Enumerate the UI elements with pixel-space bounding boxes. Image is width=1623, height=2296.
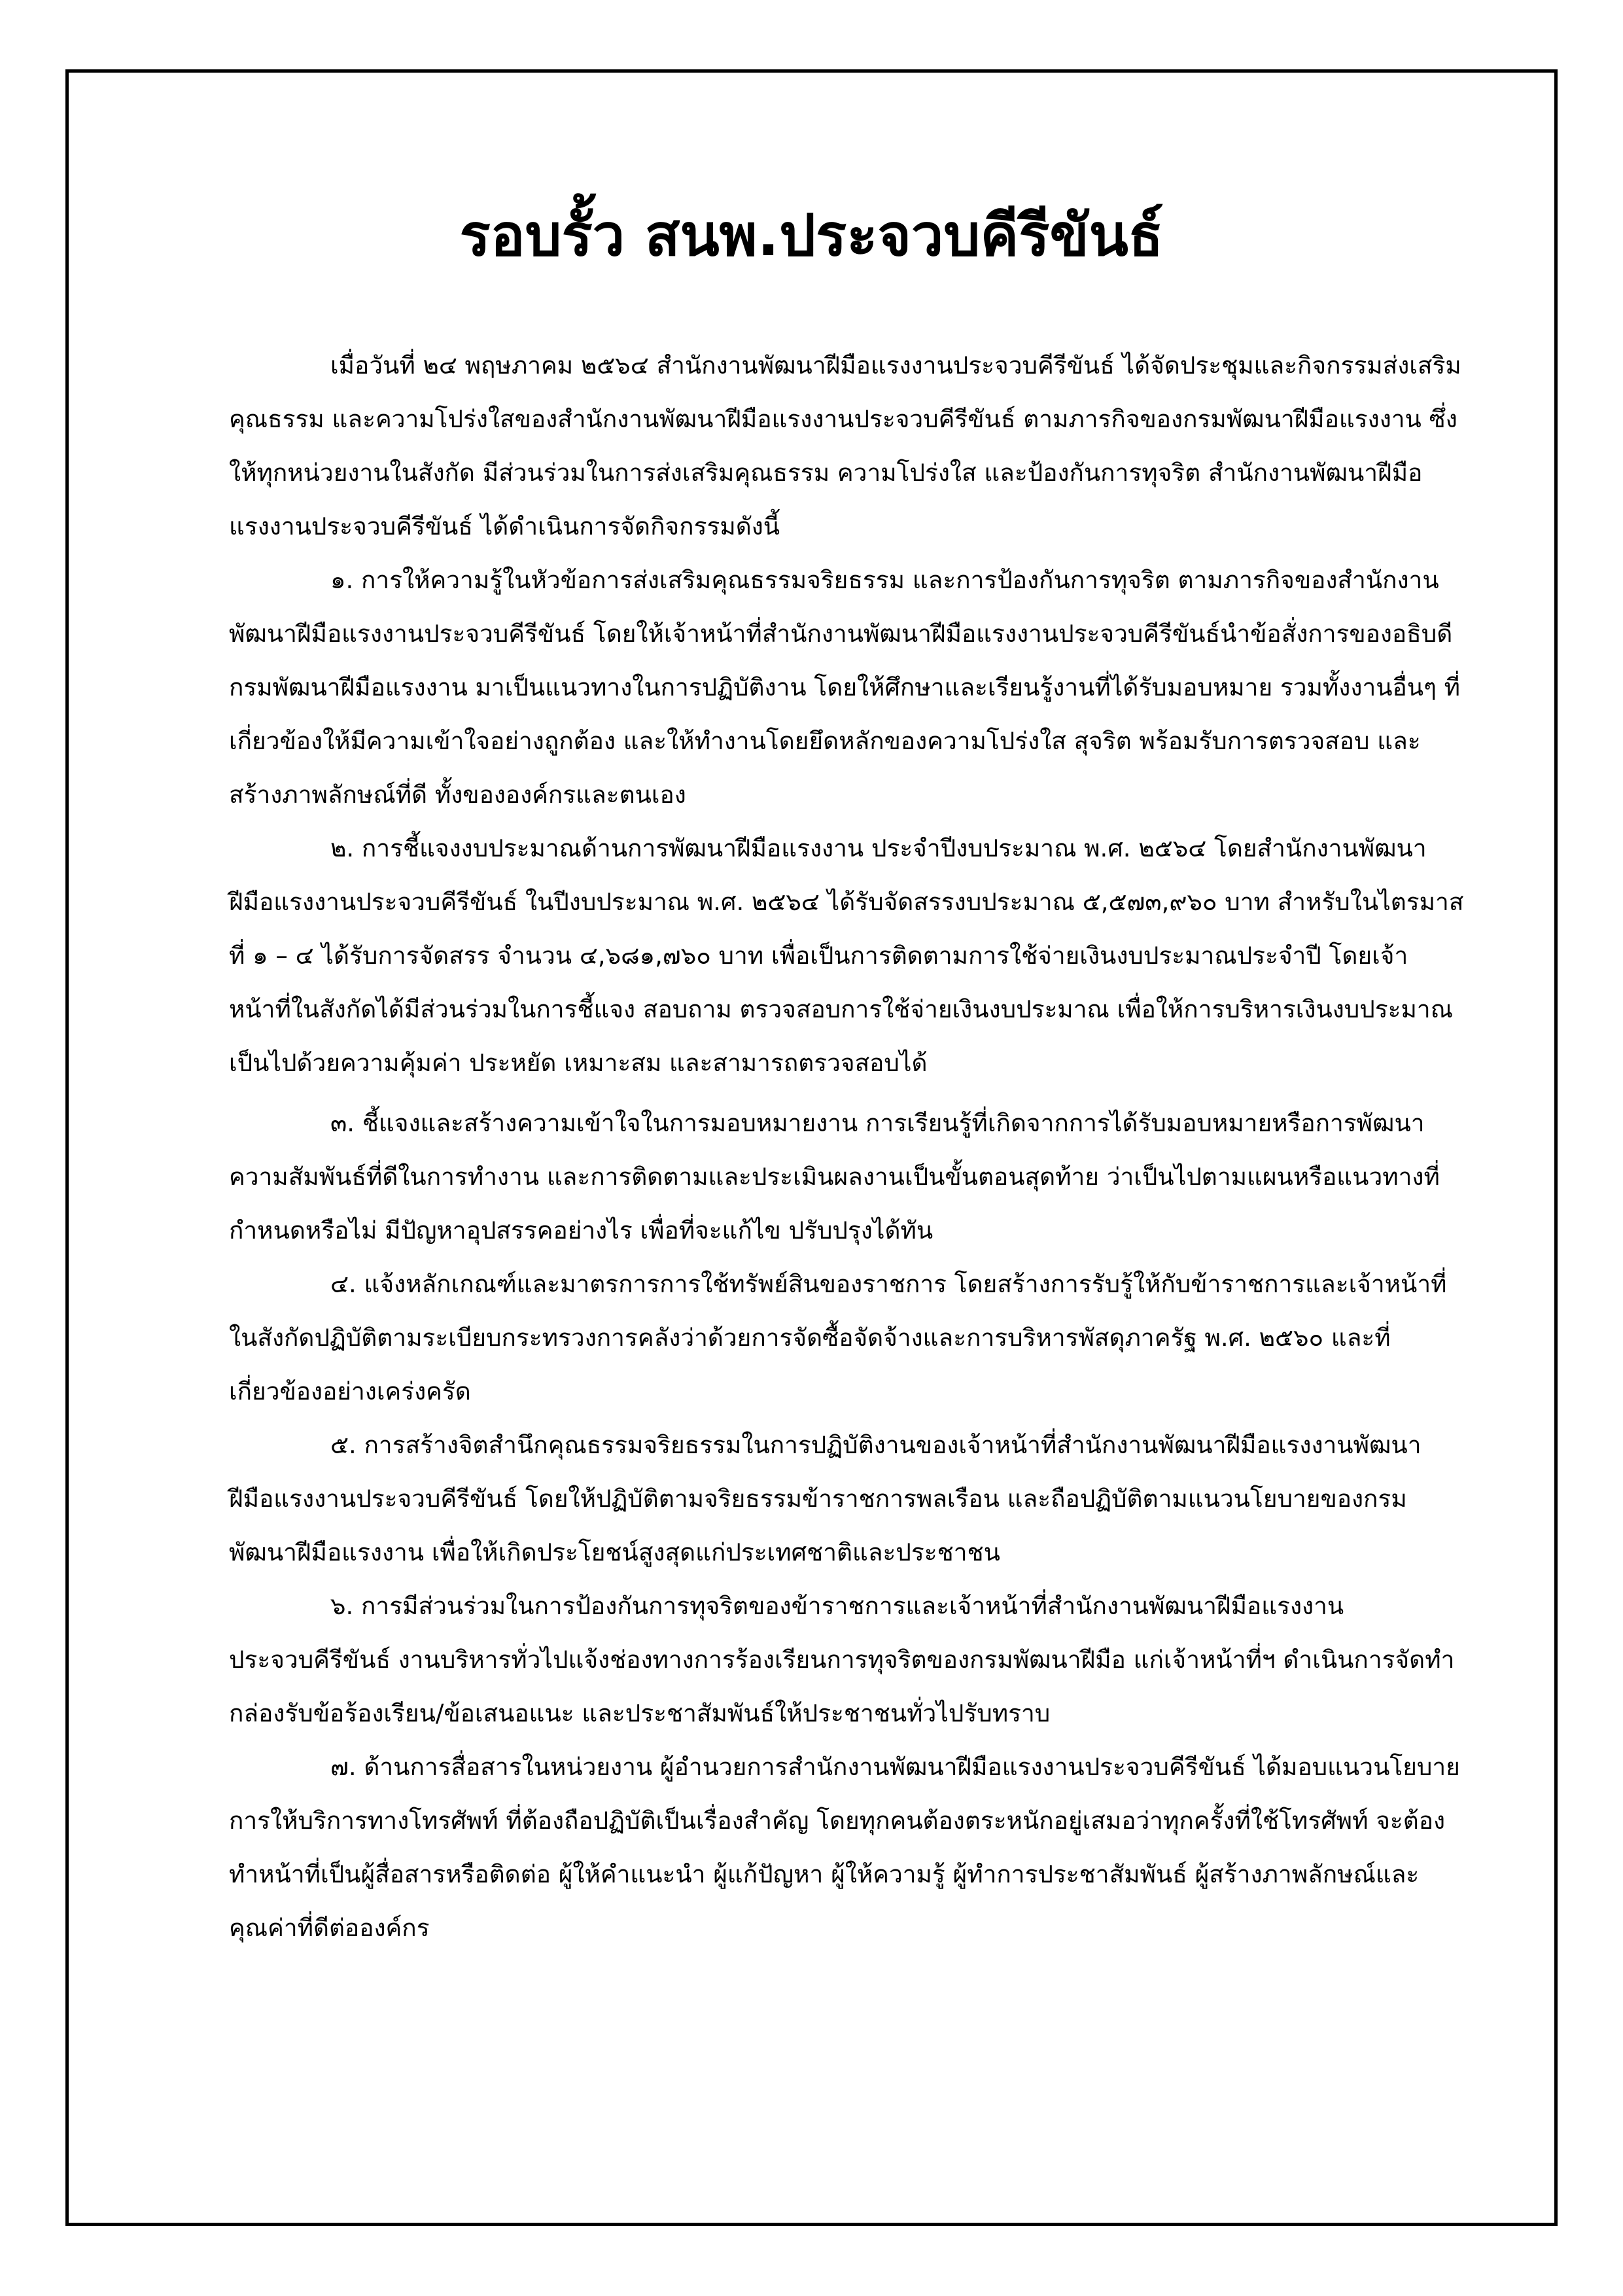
- intro-paragraph: เมื่อวันที่ ๒๔ พฤษภาคม ๒๕๖๔ สำนักงานพัฒนาฝีมือแรงงานประจวบคีรีขันธ์ ได้จัดประชุมและกิจกรรมส่งเสริมคุณธรรม และความโปร่งใสของสำนักงานพัฒนาฝีมือแรงงานประจวบคีรีขันธ์ ตามภารกิจของกรมพัฒนาฝีมือแรงงาน ซึ่งให้ทุกหน่วยงานในสังกัด มีส่วนร่วมในการส่งเสริมคุณธรรม ความโปร่งใส และป้องกันการทุจริต สำนักงานพัฒนาฝีมือแรงงานประจวบคีรีขันธ์ ได้ดำเนินการจัดกิจกรรมดังนี้: [229, 351, 1461, 540]
- document-title: รอบรั้ว สนพ.ประจวบคีรีขันธ์: [459, 202, 1164, 269]
- item-4-paragraph: ๔. แจ้งหลักเกณฑ์และมาตรการการใช้ทรัพย์สินของราชการ โดยสร้างการรับรู้ให้กับข้าราชการและเจ้าหน้าที่ในสังกัดปฏิบัติตามระเบียบกระทรวงการคลังว่าด้วยการจัดซื้อจัดจ้างและการบริหารพัสดุภาครัฐ พ.ศ. ๒๕๖๐ และที่เกี่ยวข้องอย่างเคร่งครัด: [229, 1270, 1447, 1405]
- item-5-paragraph: ๕. การสร้างจิตสำนึกคุณธรรมจริยธรรมในการปฏิบัติงานของเจ้าหน้าที่สำนักงานพัฒนาฝีมือแรงงานพัฒนาฝีมือแรงงานประจวบคีรีขันธ์ โดยให้ปฏิบัติตามจริยธรรมข้าราชการพลเรือน และถือปฏิบัติตามแนวนโยบายของกรมพัฒนาฝีมือแรงงาน เพื่อให้เกิดประโยชน์สูงสุดแก่ประเทศชาติและประชาชน: [229, 1431, 1422, 1566]
- item-3-paragraph: ๓. ชี้แจงและสร้างความเข้าใจในการมอบหมายงาน การเรียนรู้ที่เกิดจากการได้รับมอบหมายหรือการพัฒนาความสัมพันธ์ที่ดีในการทำงาน และการติดตามและประเมินผลงานเป็นขั้นตอนสุดท้าย ว่าเป็นไปตามแผนหรือแนวทางที่กำหนดหรือไม่ มีปัญหาอุปสรรคอย่างไร เพื่อที่จะแก้ไข ปรับปรุงได้ทัน: [229, 1109, 1440, 1245]
- item-7-paragraph: ๗. ด้านการสื่อสารในหน่วยงาน ผู้อำนวยการสำนักงานพัฒนาฝีมือแรงงานประจวบคีรีขันธ์ ได้มอบแนวนโยบายการให้บริการทางโทรศัพท์ ที่ต้องถือปฏิบัติเป็นเรื่องสำคัญ โดยทุกคนต้องตระหนักอยู่เสมอว่าทุกครั้งที่ใช้โทรศัพท์ จะต้องทำหน้าที่เป็นผู้สื่อสารหรือติดต่อ ผู้ให้คำแนะนำ ผู้แก้ปัญหา ผู้ให้ความรู้ ผู้ทำการประชาสัมพันธ์ ผู้สร้างภาพลักษณ์และคุณค่าที่ดีต่อองค์กร: [229, 1753, 1460, 1942]
- spacer: [229, 1090, 1465, 1097]
- item-6-paragraph: ๖. การมีส่วนร่วมในการป้องกันการทุจริตของข้าราชการและเจ้าหน้าที่สำนักงานพัฒนาฝีมือแรงงานประจวบคีรีขันธ์ งานบริหารทั่วไปแจ้งช่องทางการร้องเรียนการทุจริตของกรมพัฒนาฝีมือ แก่เจ้าหน้าที่ฯ ดำเนินการจัดทำกล่องรับข้อร้องเรียน/ข้อเสนอแนะ และประชาสัมพันธ์ให้ประชาชนทั่วไปรับทราบ: [229, 1592, 1455, 1727]
- item-1-paragraph: ๑. การให้ความรู้ในหัวข้อการส่งเสริมคุณธรรมจริยธรรม และการป้องกันการทุจริต ตามภารกิจของสำนักงานพัฒนาฝีมือแรงงานประจวบคีรีขันธ์ โดยให้เจ้าหน้าที่สำนักงานพัฒนาฝีมือแรงงานประจวบคีรีขันธ์นำข้อสั่งการของอธิบดีกรมพัฒนาฝีมือแรงงาน มาเป็นแนวทางในการปฏิบัติงาน โดยให้ศึกษาและเรียนรู้งานที่ได้รับมอบหมาย รวมทั้งงานอื่นๆ ที่เกี่ยวข้องให้มีความเข้าใจอย่างถูกต้อง และให้ทำงานโดยยึดหลักของความโปร่งใส สุจริต พร้อมรับการตรวจสอบ และสร้างภาพลักษณ์ที่ดี ทั้งขององค์กรและตนเอง: [229, 566, 1461, 809]
- item-2-paragraph: ๒. การชี้แจงงบประมาณด้านการพัฒนาฝีมือแรงงาน ประจำปีงบประมาณ พ.ศ. ๒๕๖๔ โดยสำนักงานพัฒนาฝีมือแรงงานประจวบคีรีขันธ์ ในปีงบประมาณ พ.ศ. ๒๕๖๔ ได้รับจัดสรรงบประมาณ ๕,๕๗๓,๙๖๐ บาท สำหรับในไตรมาสที่ ๑ – ๔ ได้รับการจัดสรร จำนวน ๔,๖๘๑,๗๖๐ บาท เพื่อเป็นการติดตามการใช้จ่ายเงินงบประมาณประจำปี โดยเจ้าหน้าที่ในสังกัดได้มีส่วนร่วมในการชี้แจง สอบถาม ตรวจสอบการใช้จ่ายเงินงบประมาณ เพื่อให้การบริหารเงินงบประมาณเป็นไปด้วยความคุ้มค่า ประหยัด เหมาะสม และสามารถตรวจสอบได้: [229, 834, 1464, 1077]
- document-body: [229, 339, 1465, 1955]
